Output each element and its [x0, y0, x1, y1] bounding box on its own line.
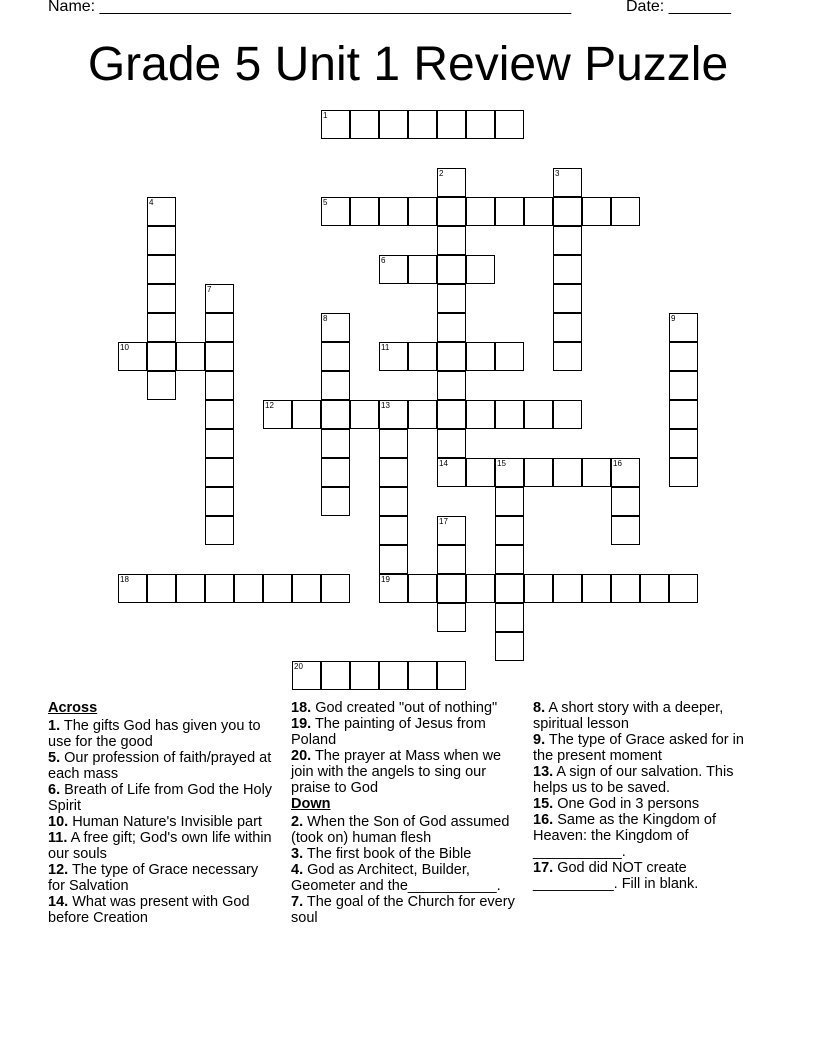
crossword-cell[interactable] [437, 110, 466, 139]
cell-number: 5 [323, 198, 328, 207]
crossword-cell[interactable] [205, 371, 234, 400]
clues-column-3 [533, 700, 753, 892]
crossword-cell[interactable] [495, 458, 524, 487]
crossword-cell[interactable] [437, 603, 466, 632]
cell-number: 17 [439, 517, 448, 526]
crossword-cell[interactable] [379, 516, 408, 545]
crossword-cell[interactable] [379, 110, 408, 139]
crossword-cell[interactable] [437, 545, 466, 574]
crossword-cell[interactable] [408, 110, 437, 139]
clue-number: 10. [48, 814, 69, 830]
down-heading: Down [291, 796, 331, 812]
crossword-cell[interactable] [437, 226, 466, 255]
clue-text: God created "out of nothing" [315, 700, 498, 716]
crossword-cell[interactable] [408, 400, 437, 429]
crossword-cell[interactable] [437, 313, 466, 342]
crossword-cell[interactable] [205, 458, 234, 487]
crossword-cell[interactable] [524, 574, 553, 603]
crossword-cell[interactable] [553, 313, 582, 342]
crossword-cell[interactable] [321, 487, 350, 516]
clue-number: 7. [291, 894, 304, 910]
crossword-cell[interactable] [350, 197, 379, 226]
cell-number: 3 [555, 169, 560, 178]
cell-number: 19 [381, 575, 390, 584]
clue-text: God did NOT create __________. Fill in blank. [533, 860, 699, 892]
crossword-cell[interactable] [466, 458, 495, 487]
crossword-cell[interactable] [321, 574, 350, 603]
clue-text: The goal of the Church for every soul [291, 894, 515, 926]
across-clue [291, 748, 523, 796]
clue-text: Same as the Kingdom of Heaven: the Kingdom of ___________. [533, 812, 716, 860]
clue-text: A free gift; God's own life within our souls [48, 830, 272, 862]
crossword-cell[interactable] [669, 574, 698, 603]
crossword-cell[interactable] [118, 574, 147, 603]
crossword-cell[interactable] [205, 342, 234, 371]
crossword-cell[interactable] [292, 574, 321, 603]
crossword-cell[interactable] [437, 400, 466, 429]
crossword-cell[interactable] [553, 342, 582, 371]
cell-number: 14 [439, 459, 448, 468]
crossword-cell[interactable] [437, 168, 466, 197]
crossword-cell[interactable] [582, 197, 611, 226]
down-clue [533, 796, 753, 812]
crossword-cell[interactable] [437, 284, 466, 313]
cell-number: 16 [613, 459, 622, 468]
clue-number: 18. [291, 700, 312, 716]
crossword-cell[interactable] [495, 603, 524, 632]
crossword-cell[interactable] [263, 574, 292, 603]
clue-number: 9. [533, 732, 546, 748]
cell-number: 10 [120, 343, 129, 352]
crossword-cell[interactable] [466, 197, 495, 226]
clue-number: 17. [533, 860, 554, 876]
crossword-cell[interactable] [495, 545, 524, 574]
crossword-cell[interactable] [524, 400, 553, 429]
clue-text: The type of Grace asked for in the present moment [533, 732, 744, 764]
down-clue [291, 814, 523, 846]
crossword-cell[interactable] [321, 313, 350, 342]
crossword-cell[interactable] [234, 574, 263, 603]
clue-text: The first book of the Bible [306, 846, 472, 862]
clue-number: 1. [48, 718, 61, 734]
across-clue [48, 782, 273, 814]
crossword-cell[interactable] [321, 400, 350, 429]
clue-number: 8. [533, 700, 546, 716]
crossword-cell[interactable] [205, 487, 234, 516]
across-clue [48, 894, 273, 926]
crossword-cell[interactable] [611, 574, 640, 603]
cell-number: 4 [149, 198, 154, 207]
clue-number: 4. [291, 862, 304, 878]
crossword-cell[interactable] [669, 400, 698, 429]
crossword-cell[interactable] [553, 400, 582, 429]
crossword-cell[interactable] [437, 516, 466, 545]
crossword-cell[interactable] [495, 516, 524, 545]
clue-number: 16. [533, 812, 554, 828]
crossword-cell[interactable] [466, 574, 495, 603]
clues-column-2 [291, 700, 523, 926]
crossword-cell[interactable] [176, 574, 205, 603]
clue-text: The type of Grace necessary for Salvation [48, 862, 259, 894]
clue-text: God as Architect, Builder, Geometer and the___________. [291, 862, 501, 894]
crossword-cell[interactable] [147, 574, 176, 603]
crossword-cell[interactable] [466, 342, 495, 371]
cell-number: 7 [207, 285, 212, 294]
crossword-cell[interactable] [553, 197, 582, 226]
clue-text: A sign of our salvation. This helps us to be saved. [533, 764, 734, 796]
clue-text: The gifts God has given you to use for the good [48, 718, 261, 750]
crossword-cell[interactable] [147, 197, 176, 226]
clue-text: The painting of Jesus from Poland [291, 716, 486, 748]
down-clue [533, 860, 753, 892]
crossword-cell[interactable] [379, 197, 408, 226]
crossword-cell[interactable] [466, 255, 495, 284]
crossword-cell[interactable] [379, 255, 408, 284]
across-clue [48, 750, 273, 782]
across-clue [291, 716, 523, 748]
clue-text: One God in 3 persons [557, 796, 700, 812]
clue-text: When the Son of God assumed (took on) human flesh [291, 814, 510, 846]
crossword-cell[interactable] [379, 661, 408, 690]
clue-text: The prayer at Mass when we join with the angels to sing our praise to God [291, 748, 502, 796]
crossword-cell[interactable] [350, 110, 379, 139]
crossword-cell[interactable] [437, 574, 466, 603]
crossword-cell[interactable] [176, 342, 205, 371]
cell-number: 18 [120, 575, 129, 584]
crossword-cell[interactable] [350, 661, 379, 690]
crossword-cell[interactable] [669, 371, 698, 400]
crossword-cell[interactable] [321, 661, 350, 690]
down-clue [533, 764, 753, 796]
down-clue [533, 812, 753, 860]
crossword-cell[interactable] [553, 574, 582, 603]
clue-number: 6. [48, 782, 61, 798]
cell-number: 2 [439, 169, 444, 178]
crossword-cell[interactable] [495, 574, 524, 603]
crossword-cell[interactable] [582, 458, 611, 487]
cell-number: 6 [381, 256, 386, 265]
crossword-cell[interactable] [669, 342, 698, 371]
header [48, 0, 748, 20]
crossword-cell[interactable] [582, 574, 611, 603]
clue-number: 11. [48, 830, 68, 846]
clue-number: 14. [48, 894, 69, 910]
crossword-cell[interactable] [263, 400, 292, 429]
across-clue [48, 830, 273, 862]
crossword-cell[interactable] [611, 458, 640, 487]
crossword-cell[interactable] [147, 284, 176, 313]
crossword-cell[interactable] [495, 197, 524, 226]
crossword-cell[interactable] [379, 458, 408, 487]
across-clue [48, 814, 273, 830]
crossword-cell[interactable] [321, 371, 350, 400]
crossword-cell[interactable] [321, 429, 350, 458]
crossword-cell[interactable] [379, 574, 408, 603]
clue-number: 2. [291, 814, 304, 830]
clue-text: Human Nature's Invisible part [72, 814, 262, 830]
crossword-cell[interactable] [437, 661, 466, 690]
across-clue [48, 718, 273, 750]
crossword-cell[interactable] [553, 255, 582, 284]
clue-text: A short story with a deeper, spiritual lesson [533, 700, 724, 732]
crossword-cell[interactable] [292, 661, 321, 690]
crossword-cell[interactable] [408, 342, 437, 371]
crossword-cell[interactable] [147, 313, 176, 342]
cell-number: 9 [671, 314, 676, 323]
crossword-cell[interactable] [669, 458, 698, 487]
clue-text: Our profession of faith/prayed at each mass [48, 750, 272, 782]
crossword-cell[interactable] [437, 342, 466, 371]
crossword-cell[interactable] [408, 197, 437, 226]
cell-number: 11 [381, 343, 390, 352]
crossword-cell[interactable] [321, 197, 350, 226]
crossword-cell[interactable] [611, 516, 640, 545]
crossword-cell[interactable] [495, 487, 524, 516]
across-heading: Across [48, 700, 98, 716]
crossword-cell[interactable] [437, 371, 466, 400]
crossword-cell[interactable] [669, 313, 698, 342]
crossword-cell[interactable] [147, 255, 176, 284]
clue-number: 13. [533, 764, 554, 780]
crossword-cell[interactable] [669, 429, 698, 458]
clues-column-1 [48, 700, 273, 926]
clue-number: 20. [291, 748, 312, 764]
crossword-cell[interactable] [205, 574, 234, 603]
crossword-cell[interactable] [466, 400, 495, 429]
page-title: Grade 5 Unit 1 Review Puzzle [87, 38, 729, 91]
name-field-label: Name: _____________________________________________________ [48, 0, 572, 15]
crossword-cell[interactable] [205, 429, 234, 458]
crossword-cell[interactable] [495, 632, 524, 661]
crossword-cell[interactable] [640, 574, 669, 603]
cell-number: 15 [497, 459, 506, 468]
crossword-cell[interactable] [408, 661, 437, 690]
clue-number: 19. [291, 716, 312, 732]
crossword-cell[interactable] [553, 168, 582, 197]
crossword-cell[interactable] [495, 400, 524, 429]
crossword-cell[interactable] [379, 545, 408, 574]
crossword-cell[interactable] [321, 110, 350, 139]
across-clue [48, 862, 273, 894]
crossword-cell[interactable] [205, 516, 234, 545]
clue-number: 12. [48, 862, 69, 878]
crossword-cell[interactable] [553, 226, 582, 255]
crossword-cell[interactable] [408, 574, 437, 603]
crossword-cell[interactable] [379, 429, 408, 458]
crossword-cell[interactable] [321, 342, 350, 371]
down-clue [291, 894, 523, 926]
crossword-cell[interactable] [611, 197, 640, 226]
clue-number: 15. [533, 796, 554, 812]
crossword-cell[interactable] [611, 487, 640, 516]
crossword-cell[interactable] [321, 458, 350, 487]
date-field-label: Date: _______ [626, 0, 731, 15]
crossword-cell[interactable] [379, 487, 408, 516]
crossword-cell[interactable] [205, 313, 234, 342]
cell-number: 13 [381, 401, 390, 410]
crossword-cell[interactable] [553, 458, 582, 487]
crossword-cell[interactable] [408, 255, 437, 284]
clue-number: 3. [291, 846, 304, 862]
crossword-cell[interactable] [437, 458, 466, 487]
crossword-cell[interactable] [466, 110, 495, 139]
crossword-cell[interactable] [437, 429, 466, 458]
down-clue [533, 732, 753, 764]
clue-text: Breath of Life from God the Holy Spirit [48, 782, 273, 814]
clue-text: What was present with God before Creation [48, 894, 250, 926]
cell-number: 8 [323, 314, 328, 323]
crossword-cell[interactable] [147, 371, 176, 400]
cell-number: 20 [294, 662, 303, 671]
crossword-cell[interactable] [379, 342, 408, 371]
crossword-cell[interactable] [524, 458, 553, 487]
cell-number: 12 [265, 401, 274, 410]
clue-number: 5. [48, 750, 61, 766]
crossword-cell[interactable] [118, 342, 147, 371]
crossword-cell[interactable] [205, 284, 234, 313]
across-clue [291, 700, 523, 716]
down-clue [291, 846, 523, 862]
down-clue [291, 862, 523, 894]
crossword-cell[interactable] [553, 284, 582, 313]
crossword-cell[interactable] [350, 400, 379, 429]
crossword-cell[interactable] [147, 342, 176, 371]
cell-number: 1 [323, 111, 328, 120]
crossword-cell[interactable] [437, 255, 466, 284]
crossword-cell[interactable] [495, 342, 524, 371]
crossword-cell[interactable] [437, 197, 466, 226]
down-clue [533, 700, 753, 732]
crossword-cell[interactable] [379, 400, 408, 429]
crossword-cell[interactable] [524, 197, 553, 226]
crossword-cell[interactable] [292, 400, 321, 429]
crossword-cell[interactable] [495, 110, 524, 139]
crossword-cell[interactable] [205, 400, 234, 429]
crossword-cell[interactable] [147, 226, 176, 255]
